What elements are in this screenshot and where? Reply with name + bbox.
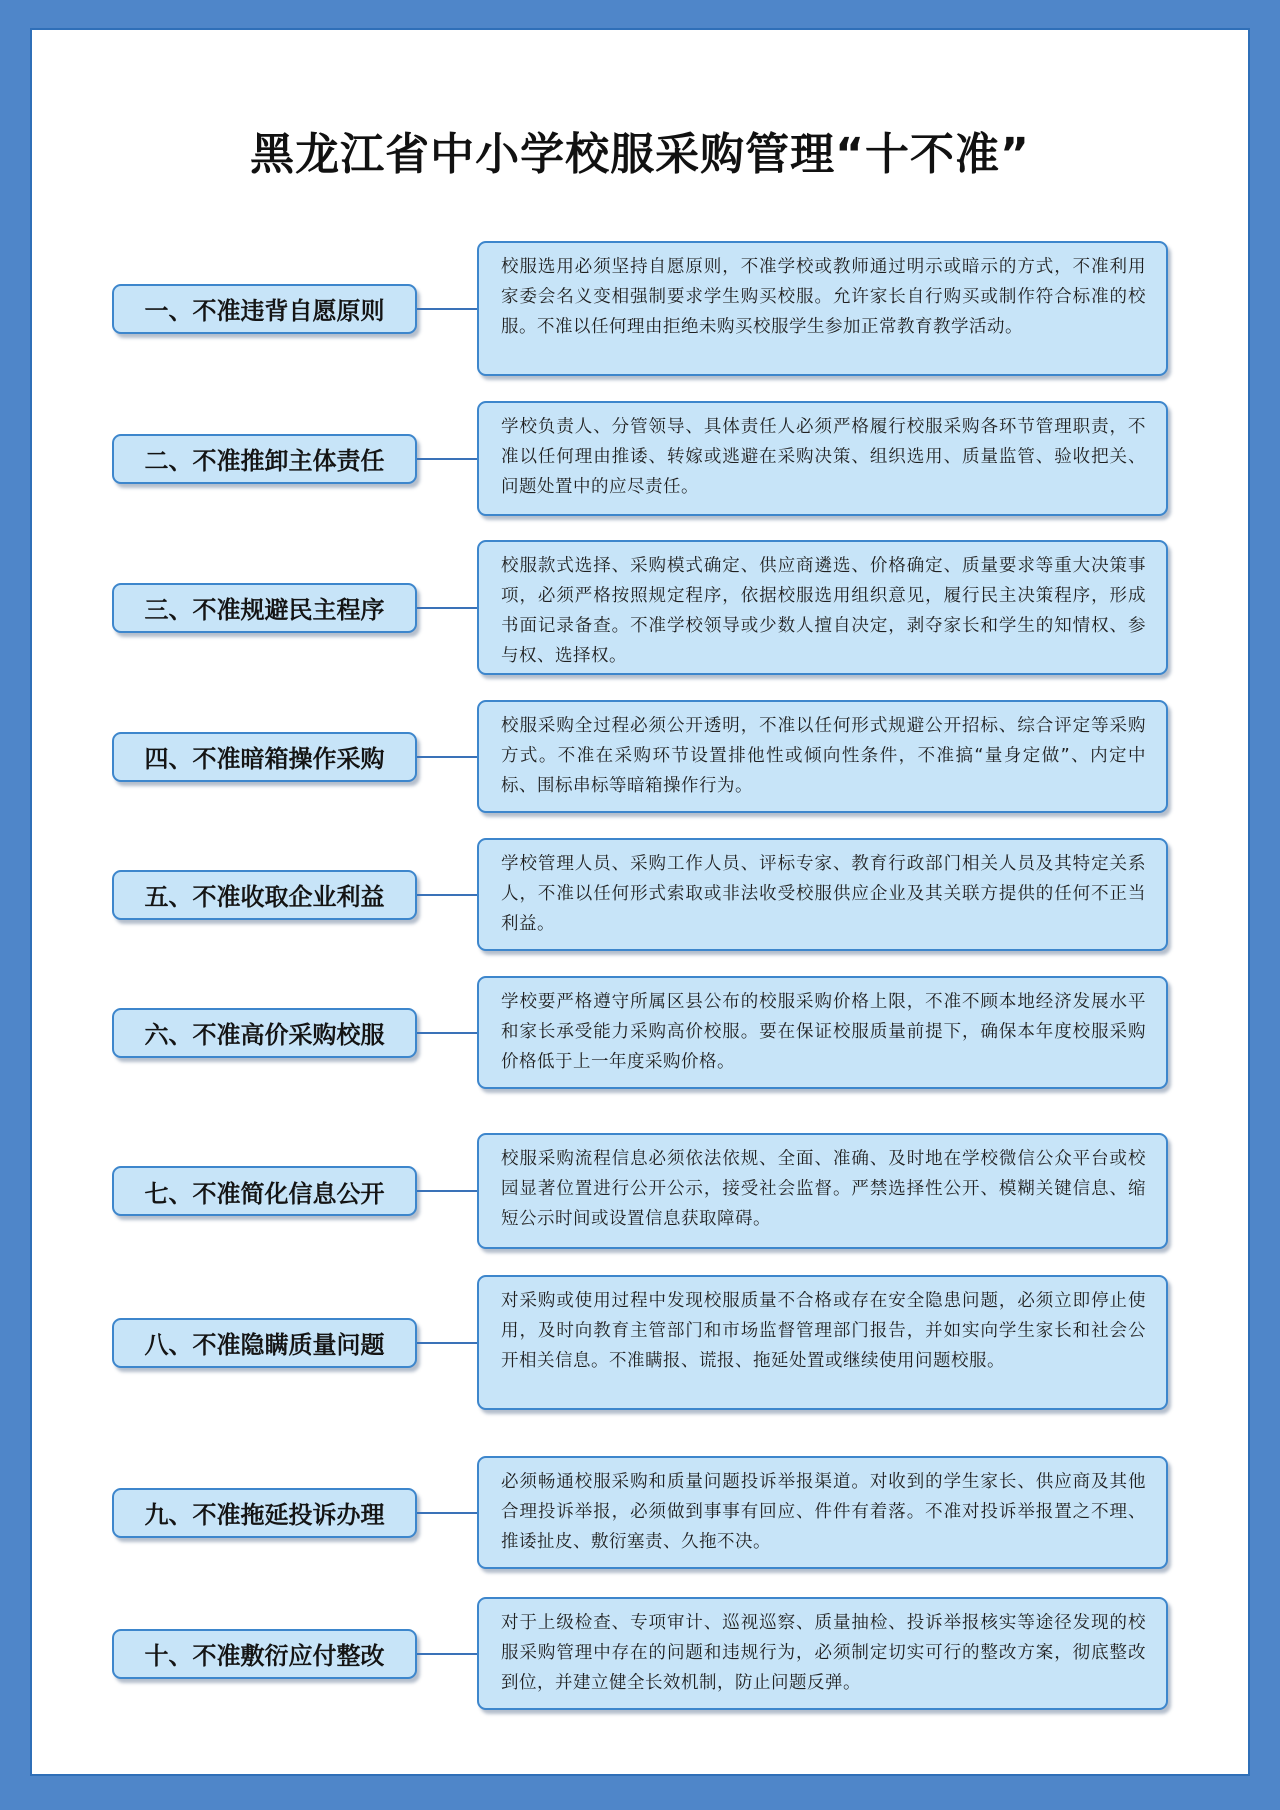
rule-description: 学校负责人、分管领导、具体责任人必须严格履行校服采购各环节管理职责，不准以任何理由推诿、转嫁或逃避在采购决策、组织选用、质量监管、验收把关、问题处置中的应尽责任。: [477, 401, 1168, 516]
rule-label: 一、不准违背自愿原则: [112, 284, 417, 334]
connector-line: [417, 308, 477, 310]
connector-line: [417, 1512, 477, 1514]
page-title: 黑龙江省中小学校服采购管理“十不准”: [250, 129, 1030, 180]
rule-label: 三、不准规避民主程序: [112, 583, 417, 633]
connector-line: [417, 1190, 477, 1192]
connector-line: [417, 1653, 477, 1655]
rule-description: 学校管理人员、采购工作人员、评标专家、教育行政部门相关人员及其特定关系人，不准以任何形式索取或非法收受校服供应企业及其关联方提供的任何不正当利益。: [477, 838, 1168, 951]
rule-label: 八、不准隐瞒质量问题: [112, 1318, 417, 1368]
rule-description: 对采购或使用过程中发现校服质量不合格或存在安全隐患问题，必须立即停止使用，及时向教育主管部门和市场监督管理部门报告，并如实向学生家长和社会公开相关信息。不准瞒报、谎报、拖延处置或继续使用问题校服。: [477, 1275, 1168, 1410]
rule-description: 校服采购全过程必须公开透明，不准以任何形式规避公开招标、综合评定等采购方式。不准在采购环节设置排他性或倾向性条件，不准搞“量身定做”、内定中标、围标串标等暗箱操作行为。: [477, 700, 1168, 813]
rule-label: 五、不准收取企业利益: [112, 870, 417, 920]
rule-description: 学校要严格遵守所属区县公布的校服采购价格上限，不准不顾本地经济发展水平和家长承受能力采购高价校服。要在保证校服质量前提下，确保本年度校服采购价格低于上一年度采购价格。: [477, 976, 1168, 1089]
rule-label: 九、不准拖延投诉办理: [112, 1488, 417, 1538]
rule-description: 校服选用必须坚持自愿原则，不准学校或教师通过明示或暗示的方式，不准利用家委会名义变相强制要求学生购买校服。允许家长自行购买或制作符合标准的校服。不准以任何理由拒绝未购买校服学生参加正常教育教学活动。: [477, 241, 1168, 376]
rule-label: 二、不准推卸主体责任: [112, 434, 417, 484]
connector-line: [417, 607, 477, 609]
connector-line: [417, 458, 477, 460]
rule-label: 四、不准暗箱操作采购: [112, 732, 417, 782]
rule-label: 十、不准敷衍应付整改: [112, 1629, 417, 1679]
rule-label: 六、不准高价采购校服: [112, 1008, 417, 1058]
rule-description: 校服采购流程信息必须依法依规、全面、准确、及时地在学校微信公众平台或校园显著位置进行公开公示，接受社会监督。严禁选择性公开、模糊关键信息、缩短公示时间或设置信息获取障碍。: [477, 1133, 1168, 1249]
connector-line: [417, 894, 477, 896]
connector-line: [417, 756, 477, 758]
connector-line: [417, 1342, 477, 1344]
rule-description: 对于上级检查、专项审计、巡视巡察、质量抽检、投诉举报核实等途径发现的校服采购管理中存在的问题和违规行为，必须制定切实可行的整改方案，彻底整改到位，并建立健全长效机制，防止问题反弹。: [477, 1597, 1168, 1710]
connector-line: [417, 1032, 477, 1034]
rule-label: 七、不准简化信息公开: [112, 1166, 417, 1216]
rule-description: 必须畅通校服采购和质量问题投诉举报渠道。对收到的学生家长、供应商及其他合理投诉举报，必须做到事事有回应、件件有着落。不准对投诉举报置之不理、推诿扯皮、敷衍塞责、久拖不决。: [477, 1456, 1168, 1569]
rule-description: 校服款式选择、采购模式确定、供应商遴选、价格确定、质量要求等重大决策事项，必须严格按照规定程序，依据校服选用组织意见，履行民主决策程序，形成书面记录备查。不准学校领导或少数人擅自决定，剥夺家长和学生的知情权、参与权、选择权。: [477, 540, 1168, 675]
